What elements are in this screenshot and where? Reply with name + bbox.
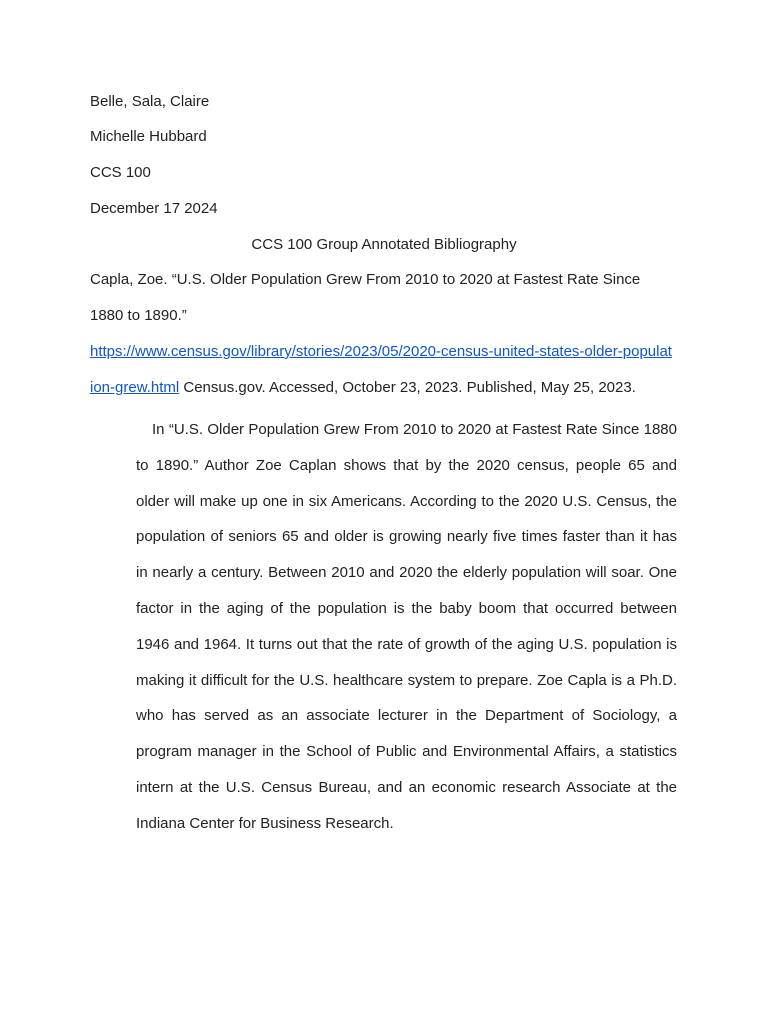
annotation-line: program manager in the School of Public and Environmental Affairs, a statistics: [136, 743, 677, 761]
annotation-line: who has served as an associate lecturer in the Department of Sociology, a: [136, 707, 677, 725]
citation-line-2: 1880 to 1890.”: [90, 307, 187, 324]
annotation-line: 1946 and 1964. It turns out that the rate of growth of the aging U.S. population is: [136, 635, 677, 653]
annotation-line: In “U.S. Older Population Grew From 2010 to 2020 at Fastest Rate Since 1880: [152, 421, 677, 438]
document-title: CCS 100 Group Annotated Bibliography: [251, 236, 517, 253]
document-date: December 17 2024: [90, 200, 218, 217]
citation-source-details: Census.gov. Accessed, October 23, 2023. Published, May 25, 2023.: [179, 379, 636, 396]
course-name: CCS 100: [90, 164, 151, 181]
instructor-name: Michelle Hubbard: [90, 128, 207, 145]
annotation-line: population of seniors 65 and older is growing nearly five times faster than it has: [136, 528, 677, 546]
annotation-line: factor in the aging of the population is the baby boom that occurred between: [136, 599, 677, 617]
citation-url-line-1: [90, 342, 672, 362]
citation-line-1: Capla, Zoe. “U.S. Older Population Grew From 2010 to 2020 at Fastest Rate Since: [90, 271, 641, 288]
annotation-line: older will make up one in six Americans. According to the 2020 U.S. Census, the: [136, 492, 677, 510]
citation-url-line-2: [90, 378, 636, 398]
citation-url-link[interactable]: https://www.census.gov/library/stories/2023/05/2020-census-united-states-older-populat: [90, 343, 672, 360]
citation-url-link-continued[interactable]: ion-grew.html: [90, 379, 180, 396]
annotation-line: making it difficult for the U.S. healthcare system to prepare. Zoe Capla is a Ph.D.: [136, 671, 677, 689]
annotation-line: Indiana Center for Business Research.: [136, 814, 394, 832]
author-names: Belle, Sala, Claire: [90, 93, 210, 110]
annotation-paragraph: [136, 412, 677, 842]
annotation-line: to 1890.” Author Zoe Caplan shows that by the 2020 census, people 65 and: [136, 456, 677, 474]
annotation-line: intern at the U.S. Census Bureau, and an economic research Associate at the: [136, 778, 677, 796]
annotation-line: in nearly a century. Between 2010 and 2020 the elderly population will soar. One: [136, 564, 677, 582]
